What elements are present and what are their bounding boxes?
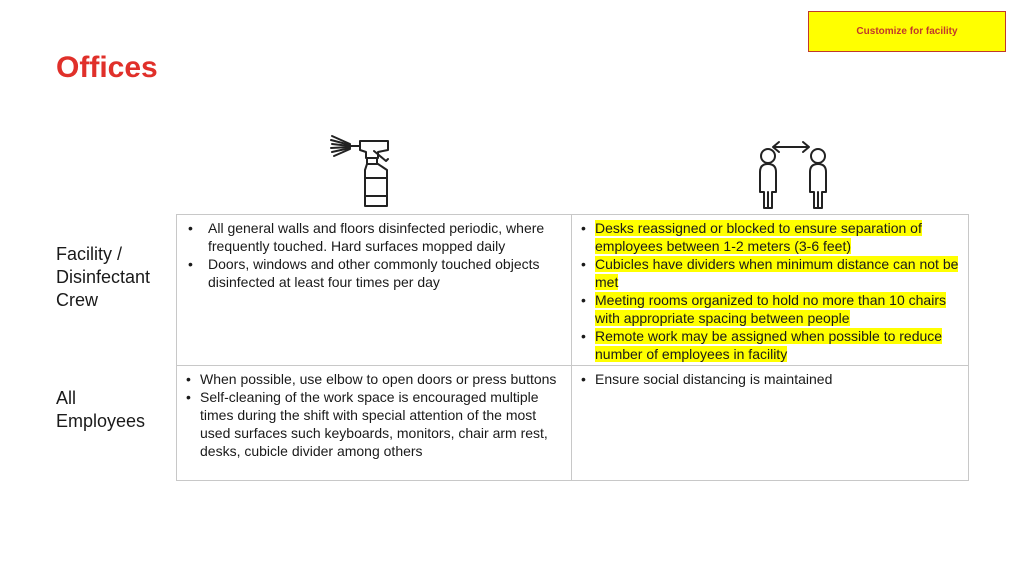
row-label-facility (56, 243, 150, 312)
bullet-list (578, 219, 962, 363)
list-item: • Ensure social distancing is maintained (578, 370, 962, 388)
table-row (177, 215, 969, 366)
table-cell (177, 215, 572, 366)
bullet-list (183, 370, 565, 460)
table-cell (572, 366, 969, 481)
bullet-list (183, 219, 565, 291)
list-item (578, 327, 962, 363)
table-cell (572, 215, 969, 366)
social-distance-icon (748, 140, 840, 210)
customize-badge-label: Customize for facility (856, 26, 958, 37)
row-label-employees (56, 387, 145, 433)
row-label-line: Facility / (56, 244, 123, 264)
highlighted-text: Meeting rooms organized to hold no more than 10 chairs with appropriate spacing between people (595, 292, 946, 326)
list-item (578, 255, 962, 291)
list-item (578, 219, 962, 255)
spray-bottle-icon (330, 130, 394, 210)
row-label-line: Employees (56, 411, 146, 431)
page-title: Offices (56, 51, 158, 84)
table-cell (177, 366, 572, 481)
list-item: • Doors, windows and other commonly touched objects disinfected at least four times per day (183, 255, 565, 291)
row-label-line: Disinfectant (56, 267, 151, 287)
bullet-list (578, 370, 962, 388)
list-item: • Self-cleaning of the work space is encouraged multiple times during the shift with special attention of the most used surfaces such keyboards, monitors, chair arm rest, desks, cubicle divider among others (183, 388, 565, 460)
table-row (177, 366, 969, 481)
list-item (578, 291, 962, 327)
highlighted-text: Remote work may be assigned when possible to reduce number of employees in facility (595, 328, 943, 362)
row-label-line: All (56, 388, 77, 408)
highlighted-text: Desks reassigned or blocked to ensure separation of employees between 1-2 meters (3-6 feet) (595, 220, 922, 254)
highlighted-text: Cubicles have dividers when minimum distance can not be met (595, 256, 959, 290)
list-item: • When possible, use elbow to open doors or press buttons (183, 370, 565, 388)
list-item: • All general walls and floors disinfected periodic, where frequently touched. Hard surfaces mopped daily (183, 219, 565, 255)
guidelines-table (176, 214, 969, 481)
row-label-line: Crew (56, 290, 99, 310)
customize-badge (808, 11, 1006, 52)
